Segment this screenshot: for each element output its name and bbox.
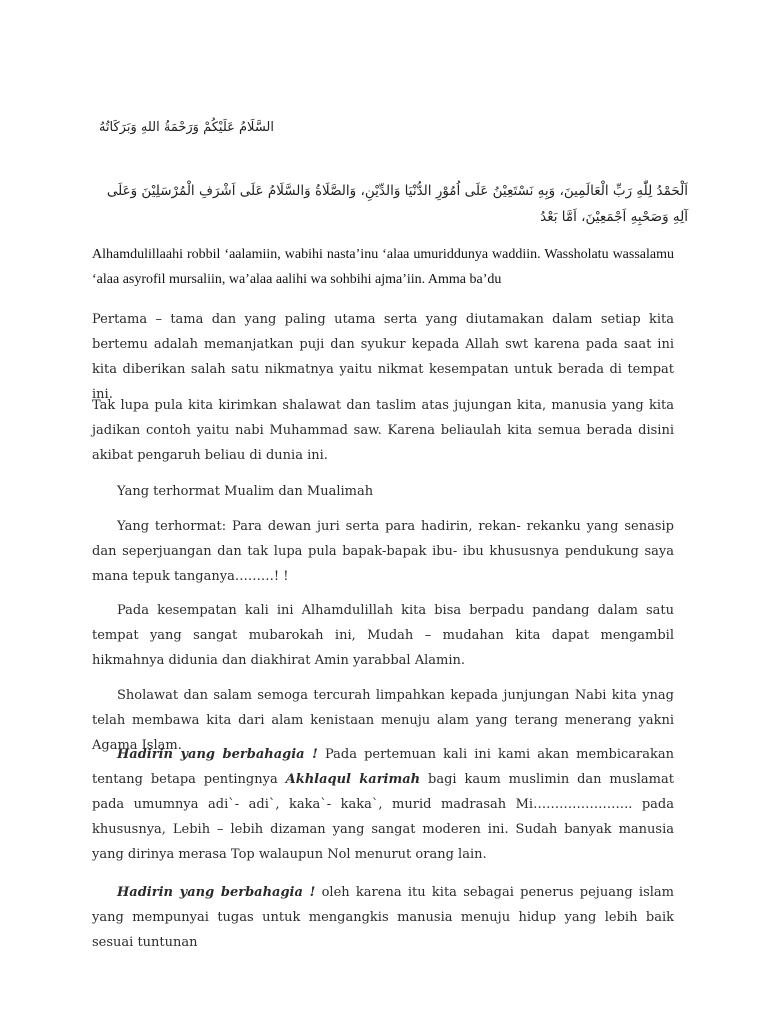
paragraph-opportunity: Pada kesempatan kali ini Alhamdulillah kita bisa berpadu pandang dalam satu tempat yang sangat mubarokah ini, Mudah – mudahan kita dapat mengambil hikmahnya didunia dan diakhirat Amin yarabbal Alamin. xyxy=(92,603,674,668)
paragraph-greeting-audience: Yang terhormat: Para dewan juri serta para hadirin, rekan- rekanku yang senasip dan seperjuangan dan tak lupa pula bapak-bapak ibu- ibu khususnya pendukung saya mana tepuk tanganya………! ! xyxy=(92,519,674,584)
paragraph-gratitude: Pertama – tama dan yang paling utama serta yang diutamakan dalam setiap kita bertemu adalah memanjatkan puji dan syukur kepada Allah swt karena pada saat ini kita diberikan salah satu nikmatnya yaitu nikmat kesempatan untuk berada di tempat ini. xyxy=(92,312,674,402)
transliteration-paragraph: Alhamdulillaahi robbil ‘aalamiin, wabihi nasta’inu ‘alaa umuriddunya waddiin. Wassholatu wassalamu ‘alaa asyrofil mursaliin, wa’alaa aalihi wa sohbihi ajma’iin. Amma ba’du xyxy=(92,247,674,287)
paragraph-text: oleh karena itu kita sebagai penerus pejuang islam yang mempunyai tugas untuk mengangkis manusia menuju hidup yang lebih baik sesuai tuntunan xyxy=(92,885,675,950)
salutation-line: Yang terhormat Mualim dan Mualimah xyxy=(117,484,374,499)
paragraph-akhlaq xyxy=(92,742,674,867)
paragraph-sholawat: Sholawat dan salam semoga tercurah limpahkan kepada junjungan Nabi kita ynag telah membawa kita dari alam kenistaan menuju alam yang terang menerang yakni Agama Islam. xyxy=(92,688,674,753)
arabic-salam: السَّلَامُ عَلَيْكُمْ وَرَحْمَةُ اللهِ وَبَرَكَاتُهُ xyxy=(98,120,274,135)
paragraph-text: bagi kaum muslimin dan muslamat pada umumnya adi`- adi`, kaka`- kaka`, murid madrasah Mi………………….. pada khususnya, Lebih – lebih dizaman yang sangat moderen ini. Sudah banyak manusia yang dirinya merasa Top walaupun Nol menurut orang lain. xyxy=(92,772,674,862)
paragraph-shalawat: Tak lupa pula kita kirimkan shalawat dan taslim atas jujungan kita, manusia yang kita jadikan contoh yaitu nabi Muhammad saw. Karena beliaulah kita semua berada disini akibat pengaruh beliau di dunia ini. xyxy=(92,398,674,463)
bold-italic-lead: Hadirin yang berbahagia ! xyxy=(117,885,316,900)
bold-italic-lead: Hadirin yang berbahagia ! xyxy=(117,747,318,762)
paragraph-text: Pada pertemuan kali ini kami akan membicarakan tentang betapa pentingnya xyxy=(92,747,675,787)
bold-italic-emphasis: Akhlaqul karimah xyxy=(285,772,421,787)
paragraph-successors xyxy=(92,880,674,955)
arabic-opening-prayer: اَلْحَمْدُ لِلّٰهِ رَبِّ الْعَالَمِينَ، وَبِهِ نَسْتَعِيْنُ عَلَى اُمُوْرِ الدُّنْيَا وَالدِّيْنِ، وَالصَّلَاةُ وَالسَّلَامُ عَلَى اَشْرَفِ الْمُرْسَلِيْنَ وَعَلَى آلِهِ وَصَحْبِهِ اَجْمَعِيْنَ، اَمَّا بَعْدُ xyxy=(106,183,688,225)
